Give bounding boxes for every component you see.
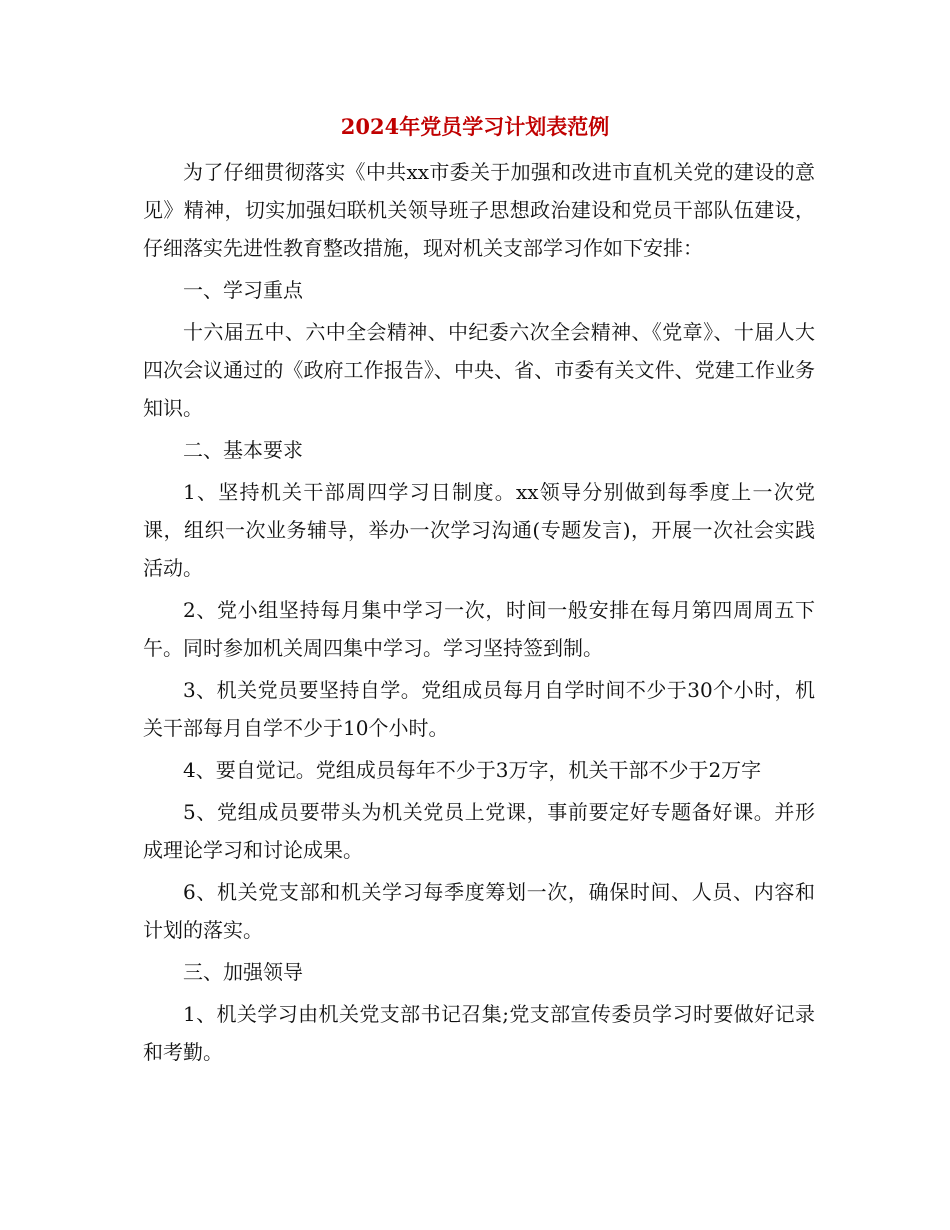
paragraph-study-focus: 十六届五中、六中全会精神、中纪委六次全会精神、《党章》、十届人大四次会议通过的《政府工作报告》、中央、省、市委有关文件、党建工作业务知识。 bbox=[143, 320, 815, 420]
paragraph-intro: 为了仔细贯彻落实《中共xx市委关于加强和改进市直机关党的建设的意见》精神，切实加强妇联机关领导班子思想政治建设和党员干部队伍建设，仔细落实先进性教育整改措施，现对机关支部学习作如下安排： bbox=[143, 160, 815, 260]
document-body bbox=[143, 153, 815, 1075]
section-heading-basic-requirements: 二、基本要求 bbox=[183, 438, 303, 462]
section-heading-leadership: 三、加强领导 bbox=[183, 960, 303, 984]
requirement-item-1: 1、坚持机关干部周四学习日制度。xx领导分别做到每季度上一次党课，组织一次业务辅导，举办一次学习沟通(专题发言)，开展一次社会实践活动。 bbox=[143, 480, 815, 580]
document-title: 2024年党员学习计划表范例 bbox=[340, 114, 610, 139]
requirement-item-2: 2、党小组坚持每月集中学习一次，时间一般安排在每月第四周周五下午。同时参加机关周四集中学习。学习坚持签到制。 bbox=[143, 598, 815, 660]
requirement-item-5: 5、党组成员要带头为机关党员上党课，事前要定好专题备好课。并形成理论学习和讨论成果。 bbox=[143, 800, 815, 862]
requirement-item-4: 4、要自觉记。党组成员每年不少于3万字，机关干部不少于2万字 bbox=[183, 758, 762, 782]
leadership-item-1: 1、机关学习由机关党支部书记召集;党支部宣传委员学习时要做好记录和考勤。 bbox=[143, 1002, 815, 1064]
section-heading-study-focus: 一、学习重点 bbox=[183, 278, 303, 302]
requirement-item-6: 6、机关党支部和机关学习每季度筹划一次，确保时间、人员、内容和计划的落实。 bbox=[143, 880, 815, 942]
requirement-item-3: 3、机关党员要坚持自学。党组成员每月自学时间不少于30个小时，机关干部每月自学不少于10个小时。 bbox=[143, 678, 815, 740]
